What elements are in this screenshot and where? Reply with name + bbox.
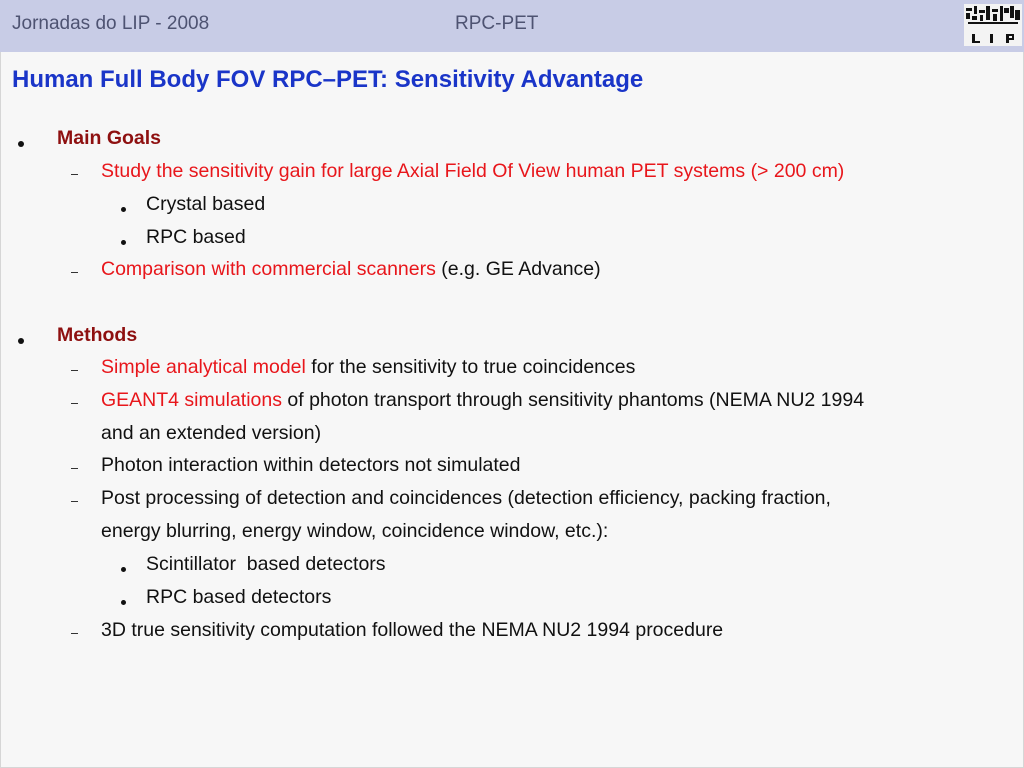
method-item-1-highlight: Simple analytical model [101,356,306,378]
method-item-3: Photon interaction within detectors not simulated [101,454,521,476]
method-subitem-rpc: RPC based detectors [146,586,332,608]
bullet-dot-icon [18,141,24,147]
method-item-5: 3D true sensitivity computation followed the NEMA NU2 1994 procedure [101,619,724,641]
topic-label: RPC-PET [455,13,539,34]
dash-icon [71,633,78,634]
goal-item-2 [101,258,601,281]
bullet-dot-icon [121,207,126,212]
dash-icon [71,468,78,469]
goal-item-2-rest: (e.g. GE Advance) [435,258,601,280]
method-item-4-continued: energy blurring, energy window, coincidence window, etc.): [101,520,609,542]
header-bar [0,0,1024,52]
method-subitem-scintillator: Scintillator based detectors [146,553,386,575]
bullet-dot-icon [121,240,126,245]
dash-icon [71,501,78,502]
bullet-dot-icon [18,338,24,344]
goal-subitem-rpc: RPC based [146,226,246,248]
goal-item-2-highlight: Comparison with commercial scanners [101,258,436,280]
bullet-dot-icon [121,600,126,605]
dash-icon [71,370,78,371]
dash-icon [71,403,78,404]
dash-icon [71,272,78,273]
goal-subitem-crystal: Crystal based [146,193,266,215]
method-item-2-highlight: GEANT4 simulations [101,389,282,411]
slide-title: Human Full Body FOV RPC–PET: Sensitivity Advantage [12,66,644,93]
method-item-2 [101,389,864,412]
method-item-4: Post processing of detection and coincidences (detection efficiency, packing fraction, [101,487,831,509]
goal-item-1: Study the sensitivity gain for large Axial Field Of View human PET systems (> 200 cm) [101,160,845,182]
method-item-2-rest: of photon transport through sensitivity phantoms (NEMA NU2 1994 [281,389,865,411]
lip-logo-icon [964,4,1022,46]
section-heading-methods: Methods [57,324,138,346]
section-heading-main-goals: Main Goals [57,127,162,149]
method-item-1-rest: for the sensitivity to true coincidences [305,356,636,378]
dash-icon [71,174,78,175]
method-item-2-continued: and an extended version) [101,422,322,444]
bullet-dot-icon [121,567,126,572]
method-item-1 [101,356,635,379]
conference-label: Jornadas do LIP - 2008 [12,13,210,34]
